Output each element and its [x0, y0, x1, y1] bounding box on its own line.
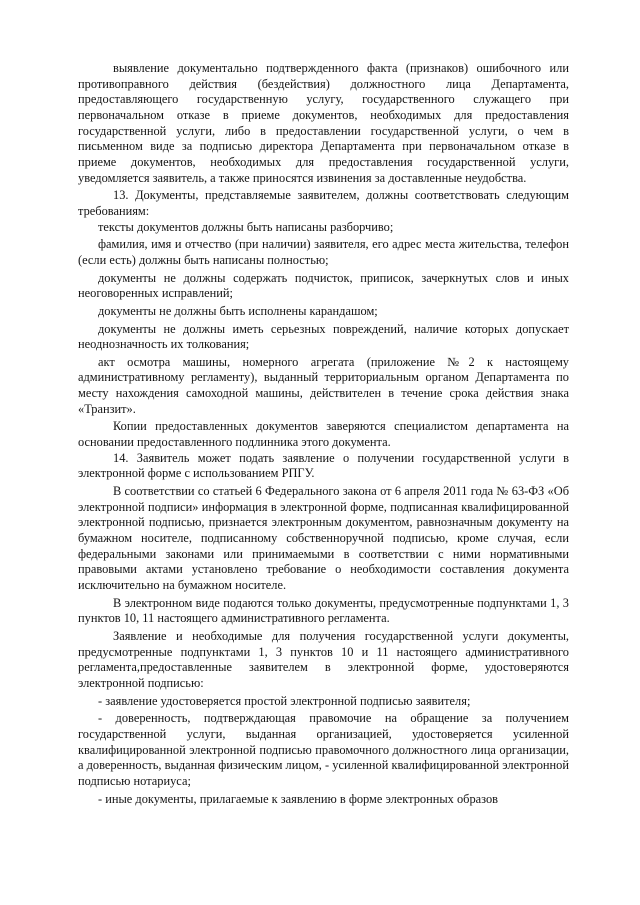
list-item-other-documents: - иные документы, прилагаемые к заявлению в форме электронных образов [98, 791, 499, 806]
paragraph-requirement-legible: тексты документов должны быть написаны разборчиво; [98, 219, 394, 234]
paragraph-error-identification: выявление документально подтвержденного факта (признаков) ошибочного или противоправного действия (бездействия) должностного лица Департамента, предоставляющего государственную услугу, государственного служащего при первоначальном отказе в приеме документов, необходимых для предоставления государственной услуги, либо в предоставлении государственной услуги, о чем в письменном виде за подписью директора Департамента при первоначальном отказе в приеме документов, необходимых для предоставления государственной услуги, уведомляется заявитель, а также приносятся извинения за доставленные неудобства. [78, 61, 569, 185]
paragraph-section-14: 14. Заявитель может подать заявление о получении государственной услуги в электронной форме с использованием РПГУ. [78, 450, 569, 481]
paragraph-electronic-signature-law: В соответствии со статьей 6 Федерального закона от 6 апреля 2011 года № 63-ФЗ «Об электронной подписи» информация в электронной форме, подписанная квалифицированной электронной подписью, признается электронным документом, равнозначным документу на бумажном носителе, подписанному собственноручной подписью, кроме случая, если федеральными законами или принимаемыми в соответствии с ними нормативными правовыми актами установлено требование о необходимости составления документа исключительно на бумажном носителе. [78, 484, 569, 592]
paragraph-inspection-act: акт осмотра машины, номерного агрегата (приложение №2 к настоящему административному регламенту), выданный территориальным органом Департамента по месту нахождения самоходной машины, действителен в течение срока действия знака «Транзит». [78, 354, 569, 416]
paragraph-signature-requirements: Заявление и необходимые для получения государственной услуги документы, предусмотренные подпунктами 1, 3 пунктов 10 и 11 настоящего административного регламента,предоставленные заявителем в электронной форме, удостоверяются электронной подписью: [78, 628, 569, 690]
document-page [78, 61, 569, 807]
list-item-power-of-attorney: - доверенность, подтверждающая правомочие на обращение за получением государственной услуги, выданная организацией, удостоверяется усиленной квалифицированной электронной подписью правомочного должностного лица организации, а доверенность, выданная физическим лицом, - усиленной квалифицированной электронной подписью нотариуса; [78, 711, 569, 788]
paragraph-electronic-documents: В электронном виде подаются только документы, предусмотренные подпунктами 1, 3 пунктов 10, 11 настоящего административного регламента. [78, 595, 569, 626]
paragraph-section-13: 13. Документы, представляемые заявителем, должны соответствовать следующим требованиям: [78, 188, 569, 218]
paragraph-copies-certified: Копии предоставленных документов заверяются специалистом департамента на основании предоставленного подлинника этого документа. [78, 419, 569, 450]
paragraph-requirement-no-damage: документы не должны иметь серьезных повреждений, наличие которых допускает неоднозначность их толкования; [78, 321, 569, 352]
paragraph-requirement-no-pencil: документы не должны быть исполнены карандашом; [98, 303, 378, 318]
list-item-application-signature: - заявление удостоверяется простой электронной подписью заявителя; [98, 693, 471, 708]
paragraph-requirement-name-address: фамилия, имя и отчество (при наличии) заявителя, его адрес места жительства, телефон (если есть) должны быть написаны полностью; [78, 237, 569, 267]
paragraph-requirement-no-erasures: документы не должны содержать подчисток, приписок, зачеркнутых слов и иных неоговоренных исправлений; [78, 270, 569, 301]
